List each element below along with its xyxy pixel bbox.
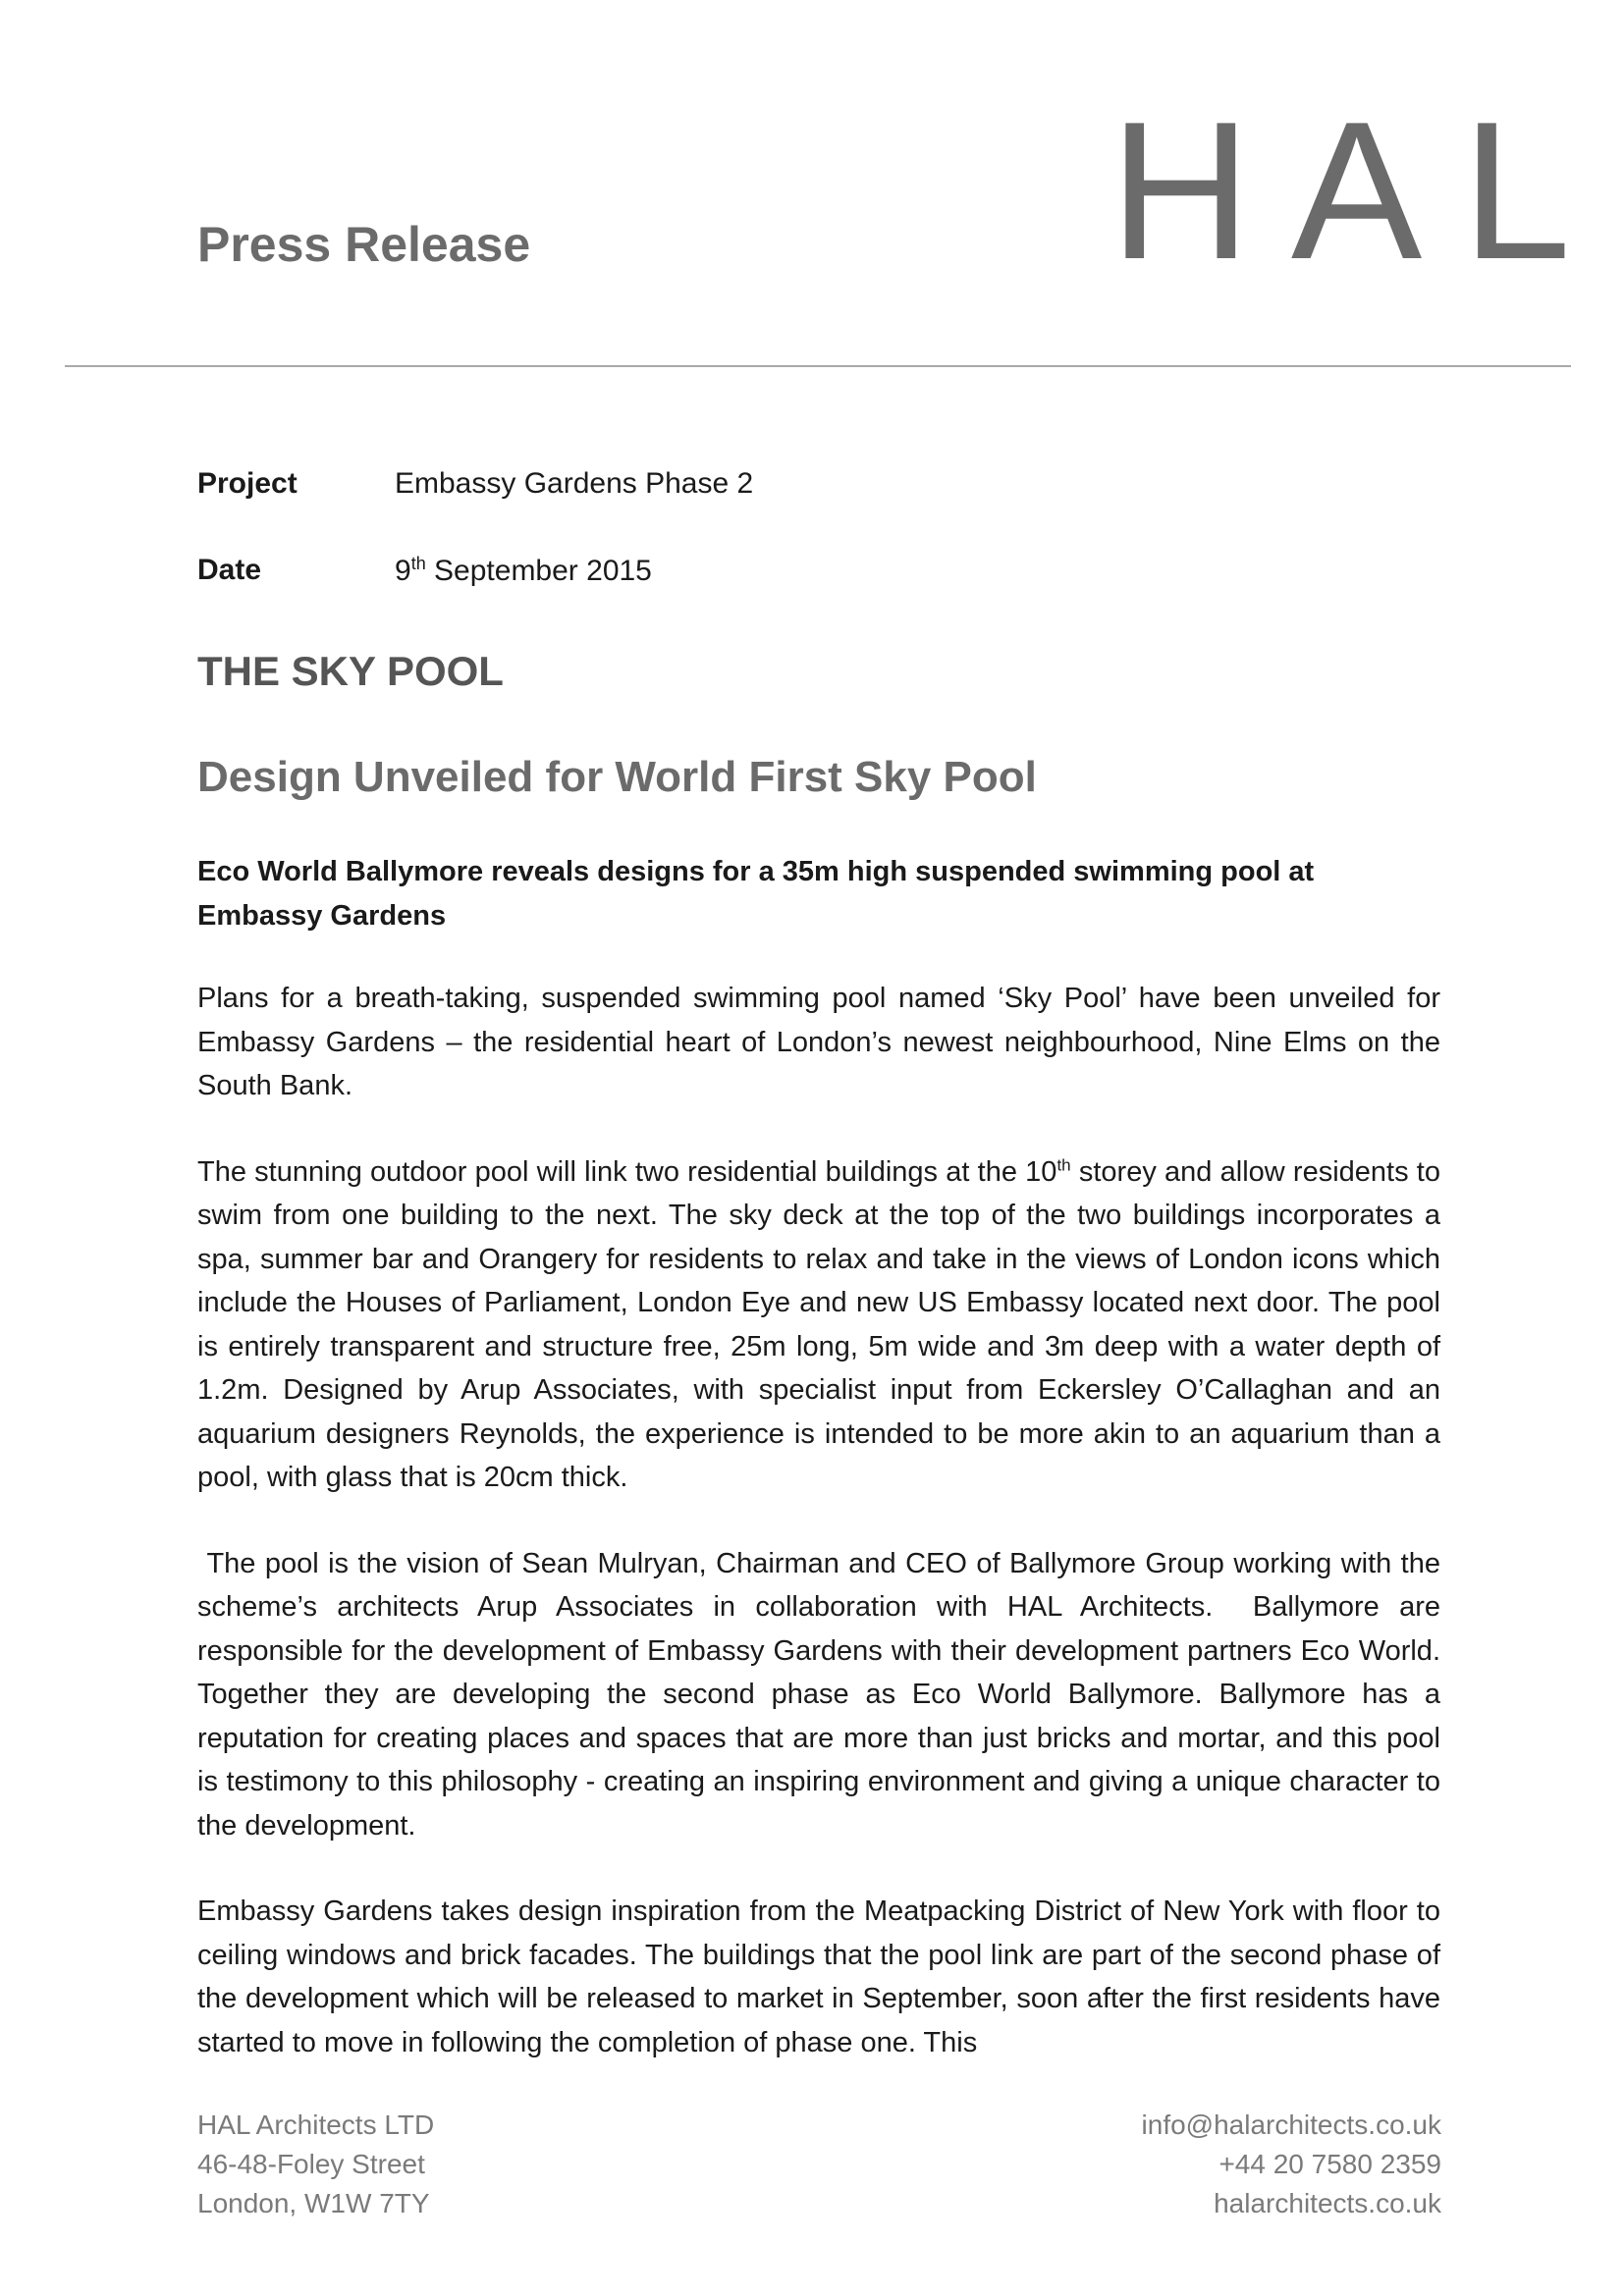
footer-city: London, W1W 7TY — [197, 2188, 430, 2218]
article-body — [197, 850, 1449, 2064]
paragraph-3: The pool is the vision of Sean Mulryan, Chairman and CEO of Ballymore Group working with the scheme’s architects Arup Associates in collaboration with HAL Architects. Ballymore are responsible for the development of Embassy Gardens with their development partners Eco World. Together they are developing the second phase as Eco World Ballymore. Ballymore has a reputation for creating places and spaces that are more than just bricks and mortar, and this pool is testimony to this philosophy - creating an inspiring environment and giving a unique character to the development. — [197, 1547, 1449, 1842]
paragraph-4: Embassy Gardens takes design inspiration from the Meatpacking District of New York with floor to ceiling windows and brick facades. The buildings that the pool link are part of the second phase of the development which will be released to market in September, soon after the first residents have started to move in following the completion of phase one. This — [197, 1896, 1440, 2058]
footer-company: HAL Architects LTD — [197, 2109, 435, 2140]
date-ordinal: th — [410, 554, 426, 573]
footer-email: info@halarchitects.co.uk — [1141, 2109, 1441, 2140]
footer-address — [197, 2106, 434, 2223]
logo-letter-l: L — [1461, 81, 1571, 300]
section-title: THE SKY POOL — [197, 648, 504, 694]
paragraph-2 — [197, 1150, 1440, 1500]
project-label: Project — [197, 467, 298, 500]
paragraph-2-ordinal: th — [1056, 1154, 1071, 1174]
date-day: 9 — [395, 555, 411, 587]
paragraph-1: Plans for a breath-taking, suspended swimming pool named ‘Sky Pool’ have been unveiled for Embassy Gardens – the residential heart of London’s newest neighbourhood, Nine Elms on the South Bank. — [197, 983, 1440, 1101]
lead-paragraph: Eco World Ballymore reveals designs for a 35m high suspended swimming pool at Embassy Gardens — [197, 856, 1315, 932]
date-month-year: September 2015 — [434, 555, 652, 587]
date-value — [395, 554, 652, 588]
footer-website: halarchitects.co.uk — [1214, 2188, 1441, 2218]
headline: Design Unveiled for World First Sky Pool — [197, 753, 1037, 801]
logo-letter-a: A — [1290, 81, 1423, 300]
paragraph-2-rest: storey and allow residents to swim from one building to the next. The sky deck at the top of the two buildings incorporates a spa, summer bar and Orangery for residents to relax and take in the views of London icons which include the Houses of Parliament, London Eye and new US Embassy located next door. The pool is entirely transparent and structure free, 25m long, 5m wide and 3m deep with a water depth of 1.2m. Designed by Arup Associates, with specialist input from Eckersley O’Callaghan and an aquarium designers Reynolds, the experience is intended to be more akin to an aquarium than a pool, with glass that is 20cm thick. — [197, 1155, 1440, 1493]
footer-street: 46-48-Foley Street — [197, 2149, 425, 2179]
footer-phone: +44 20 7580 2359 — [1218, 2149, 1441, 2179]
press-release-label: Press Release — [197, 217, 531, 272]
project-value: Embassy Gardens Phase 2 — [395, 467, 754, 500]
header-divider — [65, 365, 1571, 367]
date-label: Date — [197, 554, 262, 586]
logo-letter-h: H — [1110, 81, 1252, 300]
hal-logo — [1110, 81, 1571, 300]
footer-contact — [1142, 2106, 1441, 2223]
paragraph-2-start: The stunning outdoor pool will link two residential buildings at the 10 — [197, 1155, 1057, 1188]
